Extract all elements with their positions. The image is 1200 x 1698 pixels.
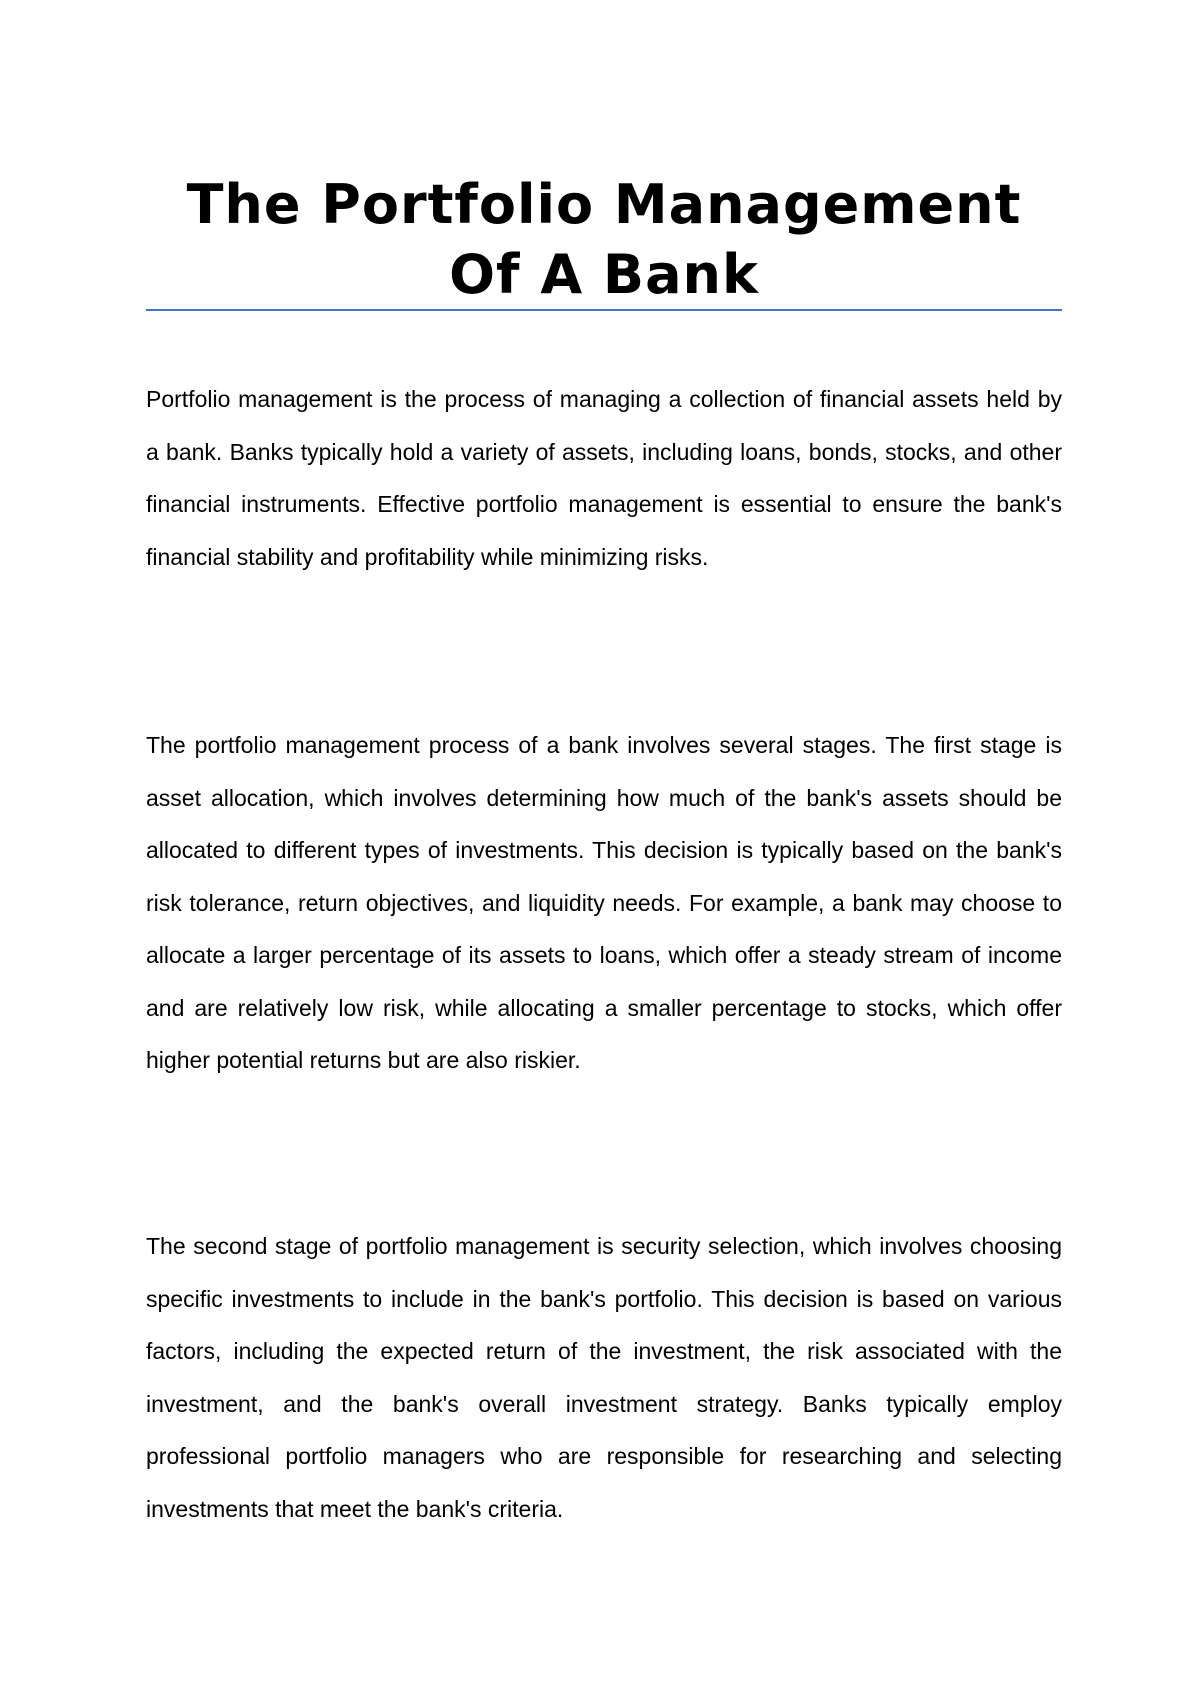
paragraph-security-selection: The second stage of portfolio management is security selection, which involves choosing specific investments to include in the bank's portfolio. This decision is based on various factors, including the expected return of the investment, the risk associated with the investment, and the bank's overall investment strategy. Banks typically employ professional portfolio managers who are responsible for researching and selecting investments that meet the bank's criteria. <box>146 1233 1062 1522</box>
title-underline-divider <box>146 309 1062 311</box>
document-title: The Portfolio Management Of A Bank <box>186 173 1022 306</box>
paragraph-asset-allocation: The portfolio management process of a bank involves several stages. The first stage is asset allocation, which involves determining how much of the bank's assets should be allocated to different types of investments. This decision is typically based on the bank's risk tolerance, return objectives, and liquidity needs. For example, a bank may choose to allocate a larger percentage of its assets to loans, which offer a steady stream of income and are relatively low risk, while allocating a smaller percentage to stocks, which offer higher potential returns but are also riskier. <box>146 732 1062 1073</box>
paragraph-intro: Portfolio management is the process of managing a collection of financial assets held by a bank. Banks typically hold a variety of assets, including loans, bonds, stocks, and other financial instruments. Effective portfolio management is essential to ensure the bank's financial stability and profitability while minimizing risks. <box>146 386 1062 570</box>
